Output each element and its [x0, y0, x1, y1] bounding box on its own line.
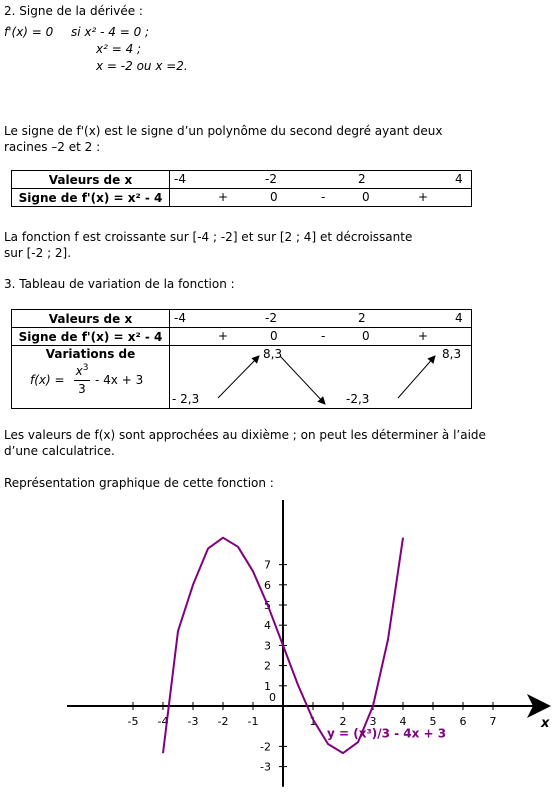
section3-heading: 3. Tableau de variation de la fonction : — [4, 277, 235, 291]
formula-denominator: 3 — [78, 382, 86, 396]
x-tick-label: -5 — [127, 715, 139, 728]
variation-value-max-left: 8,3 — [263, 347, 283, 361]
sign-table-sign: 0 — [362, 190, 370, 204]
decreasing-arrow — [280, 356, 325, 404]
formula-numerator-x: x — [75, 364, 83, 378]
x-tick-label: -2 — [217, 715, 229, 728]
paragraph-sign-line-2: racines –2 et 2 : — [4, 140, 101, 154]
var-table-row3-label — [12, 346, 170, 409]
var-table-x-value: -2 — [265, 311, 277, 325]
note-line-2: d’une calculatrice. — [4, 444, 115, 458]
y-tick-label: 7 — [264, 558, 271, 572]
equation-line-1-rhs: si x² - 4 = 0 ; — [71, 25, 150, 39]
formula-fx: f(x) = — [30, 373, 65, 387]
sign-table-row2-values — [170, 189, 472, 207]
sign-table-row1-label: Valeurs de x — [12, 171, 170, 189]
y-tick-label: 4 — [264, 619, 271, 633]
sign-table-sign: - — [321, 190, 326, 204]
y-tick-label: 3 — [264, 639, 271, 653]
sign-table-sign: + — [218, 190, 229, 204]
variation-value-min-left: - 2,3 — [172, 392, 200, 406]
var-table-x-value: 2 — [358, 311, 366, 325]
formula-fraction-bar — [74, 380, 90, 381]
y-tick-label: 2 — [264, 659, 271, 673]
y-tick-label: 6 — [264, 578, 271, 592]
origin-label: 0 — [269, 691, 276, 704]
sign-table-x-value: 4 — [455, 172, 463, 186]
y-tick-label: 5 — [264, 599, 271, 612]
y-tick-label: -2 — [260, 740, 271, 754]
var-table-sign: + — [418, 329, 429, 343]
var-table-row1-values — [170, 310, 472, 328]
var-table-row2-values — [170, 328, 472, 346]
var-table-variations — [170, 346, 472, 409]
var-table-x-value: 4 — [455, 311, 463, 325]
sign-table-row1-values — [170, 171, 472, 189]
paragraph-sign-line-1: Le signe de f'(x) est le signe d’un polynôme du second degré ayant deux — [4, 124, 443, 138]
sign-table-row2-label: Signe de f'(x) = x² - 4 — [12, 189, 170, 207]
var-table-sign: + — [218, 329, 229, 343]
sign-table — [11, 170, 472, 207]
x-tick-label: 3 — [369, 715, 377, 728]
x-axis-label: x — [541, 716, 550, 731]
variation-arrows — [170, 346, 470, 408]
variation-value-min-right: -2,3 — [346, 392, 370, 406]
function-label: y = (x³)/3 - 4x + 3 — [327, 726, 447, 741]
x-tick-label: -3 — [187, 715, 199, 728]
variation-table — [11, 309, 472, 409]
sign-table-sign: 0 — [270, 190, 278, 204]
section2-heading: 2. Signe de la dérivée : — [4, 4, 143, 18]
y-tick-label: 1 — [264, 679, 271, 693]
x-tick-label: 5 — [429, 715, 437, 728]
var-table-sign: - — [321, 329, 326, 343]
conclusion-line-1: La fonction f est croissante sur [-4 ; -2] et sur [2 ; 4] et décroissante — [4, 230, 413, 244]
var-table-sign: 0 — [270, 329, 278, 343]
var-table-row2-label: Signe de f'(x) = x² - 4 — [12, 328, 170, 346]
x-tick-label: -4 — [157, 715, 169, 728]
x-tick-label: 1 — [309, 715, 317, 728]
equation-line-3: x = -2 ou x =2. — [96, 59, 188, 73]
x-tick-label: 4 — [399, 715, 407, 728]
note-line-1: Les valeurs de f(x) sont approchées au dixième ; on peut les déterminer à l’aide — [4, 428, 486, 442]
graph-intro: Représentation graphique de cette fonction : — [4, 476, 274, 490]
axes — [67, 500, 547, 787]
ticks — [128, 559, 497, 774]
sign-table-x-value: -2 — [265, 172, 277, 186]
variations-label: Variations de — [45, 347, 136, 361]
x-tick-label: 7 — [489, 715, 497, 728]
var-table-sign: 0 — [362, 329, 370, 343]
equation-line-1-lhs: f'(x) = 0 — [4, 25, 54, 39]
sign-table-x-value: -4 — [174, 172, 186, 186]
increasing-arrow — [218, 356, 259, 398]
y-tick-label: -3 — [260, 760, 271, 774]
x-tick-label: 2 — [339, 715, 347, 728]
x-tick-label: -1 — [247, 715, 259, 728]
equation-line-2: x² = 4 ; — [96, 42, 142, 56]
conclusion-line-2: sur [-2 ; 2]. — [4, 246, 72, 260]
sign-table-sign: + — [418, 190, 429, 204]
var-table-row1-label: Valeurs de x — [12, 310, 170, 328]
function-graph — [0, 500, 557, 800]
x-tick-label: 6 — [459, 715, 467, 728]
sign-table-x-value: 2 — [358, 172, 366, 186]
formula-rest: - 4x + 3 — [95, 373, 144, 387]
variation-value-max-right: 8,3 — [442, 347, 462, 361]
increasing-arrow — [398, 356, 435, 398]
var-table-x-value: -4 — [174, 311, 186, 325]
formula-numerator — [74, 363, 90, 378]
formula-exponent: 3 — [82, 363, 89, 373]
